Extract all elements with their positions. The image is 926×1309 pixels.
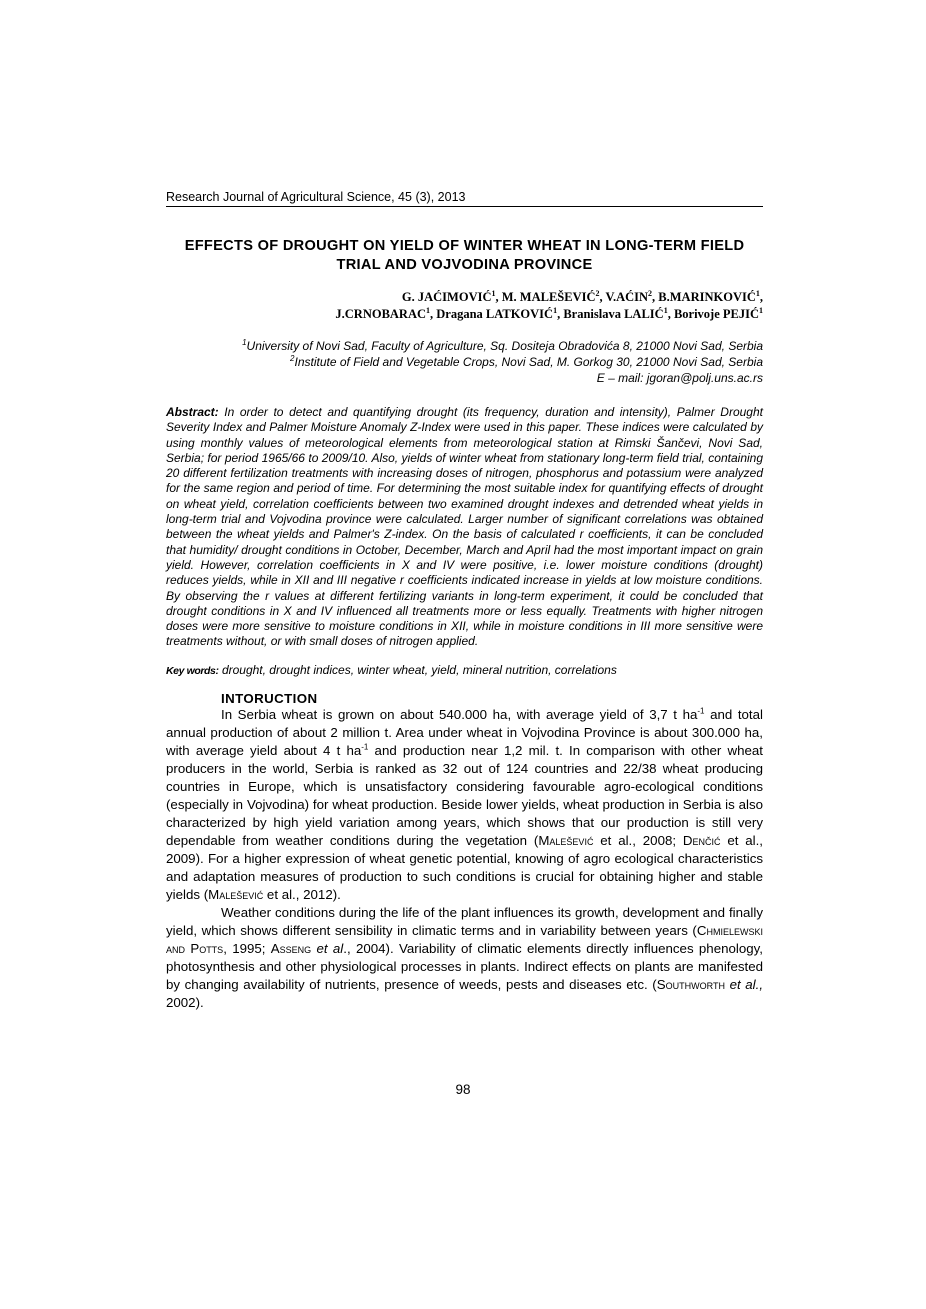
- author-list: G. JAĆIMOVIĆ$^1$, M. MALEŠEVIĆ$^2$, V.AĆIN$^2$, B.MARINKOVIĆ$^1$, J.CRNOBARAC$^1$, Dragana LATKOVIĆ$^1$, Branislava LALIĆ$^1$, Borivoje PEJIĆ$^1$: [335, 288, 763, 321]
- citation: Denčić: [682, 832, 721, 848]
- author: Dragana LATKOVIĆ: [436, 307, 554, 321]
- author-email: E – mail: jgoran@polj.uns.ac.rs: [596, 371, 763, 385]
- author: M. MALEŠEVIĆ: [501, 290, 596, 304]
- citation: Chmielewski and Potts: [166, 922, 763, 956]
- paper-page: [166, 190, 763, 1012]
- citation: Malešević: [208, 886, 264, 902]
- author: J.CRNOBARAC: [335, 307, 427, 321]
- journal-header: Research Journal of Agricultural Science, 45 (3), 2013: [166, 190, 763, 207]
- keywords-label: Key words:: [166, 664, 219, 677]
- paper-title: EFFECTS OF DROUGHT ON YIELD OF WINTER WHEAT IN LONG-TERM FIELD TRIAL AND VOJVODINA PROVINCE: [184, 238, 745, 273]
- page-number: 98: [455, 1082, 471, 1097]
- keywords-text: drought, drought indices, winter wheat, yield, mineral nutrition, correlations: [218, 662, 617, 677]
- citation: Malešević: [538, 832, 594, 848]
- abstract-label: Abstract:: [166, 405, 219, 419]
- intro-paragraph-1: In Serbia wheat is grown on about 540.000 ha, with average yield of 3,7 t $ha^{-1}$ and total annual production of about 2 million t. Area under wheat in Vojvodina Province is about 300.000 ha, with average yield about 4 t $ha^{-1}$ and production near 1,2 mil. t. In comparison with other wheat producers in the world, Serbia is ranked as 32 out of 124 countries and 22/38 wheat producing countries in Europe, which is unsatisfactory considering favourable agro-ecological conditions (especially in Vojvodina) for wheat production. Beside lower yields, wheat production in Serbia is also characterized by high yield variation among years, which shows that our production is still very dependable from weather conditions during the vegetation (Malešević et al., 2008; Denčić et al., 2009). For a higher expression of wheat genetic potential, knowing of agro ecological characteristics and adaptation measures of production to such conditions is crucial for obtaining higher and stable yields (Malešević et al., 2012).: [166, 706, 763, 902]
- author: B.MARINKOVIĆ: [658, 290, 756, 304]
- abstract-text: In order to detect and quantifying drought (its frequency, duration and intensity), Palmer Drought Severity Index and Palmer Moisture Anomaly Z-Index were used in this paper. These indices were calculated by using monthly values of meteorological elements from meteorological station at Rimski Šančevi, Novi Sad, Serbia; for period 1965/66 to 2009/10. Also, yields of winter wheat from stationary long-term field trial, containing 20 different fertilization treatments with increasing doses of nitrogen, phosphorus and potassium were analyzed for the same region and period of time. For determining the most suitable index for quantifying effects of drought on wheat yield, correlation coefficients between two examined drought indexes and detrended wheat yields in long-term trial and Vojvodina province were calculated. Larger number of significant correlations was obtained between the wheat yields and Palmer's Z-index. On the basis of calculated r coefficients, it can be concluded that humidity/ drought conditions in October, December, March and April had the most important impact on grain yield. However, correlation coefficients in X and IV were positive, i.e. lower moisture conditions (drought) reduces yields, while in XII and III negative r coefficients indicated increase in yields at low moisture conditions. By observing the r values at different fertilizing variants in long-term experiment, it could be concluded that drought conditions in X and IV influenced all treatments more or less equally. Treatments with higher nitrogen doses were more sensitive to moisture conditions in XII, while in moisture conditions in III more sensitive were treatments without, or with small doses of nitrogen applied.: [166, 405, 763, 649]
- affiliation-2: $^2$Institute of Field and Vegetable Crops, Novi Sad, M. Gorkog 30, 21000 Novi Sad, Serbia: [290, 354, 763, 369]
- affiliation-1: $^1$University of Novi Sad, Faculty of Agriculture, Sq. Dositeja Obradovića 8, 21000 Novi Sad, Serbia: [242, 338, 763, 353]
- affiliations: [166, 338, 763, 386]
- author: Borivoje PEJIĆ: [673, 307, 759, 321]
- author: V.AĆIN: [605, 290, 649, 304]
- citation: Southworth: [656, 976, 725, 992]
- abstract: [166, 405, 763, 650]
- intro-paragraph-2: Weather conditions during the life of the plant influences its growth, development and finally yield, which shows different sensibility in climatic terms and in variability between years (Chmielewski and Potts, 1995; Asseng et al., 2004). Variability of climatic elements directly influences phenology, photosynthesis and other physiological processes in plants. Indirect effects on plants are manifested by changing availability of nutrients, presence of weeds, pests and diseases etc. (Southworth et al., 2002).: [166, 904, 764, 1010]
- section-heading: INTORUCTION: [221, 690, 318, 706]
- author: G. JAĆIMOVIĆ: [401, 290, 492, 304]
- author: Branislava LALIĆ: [563, 307, 664, 321]
- keywords: [166, 663, 763, 677]
- citation: Asseng: [270, 940, 312, 956]
